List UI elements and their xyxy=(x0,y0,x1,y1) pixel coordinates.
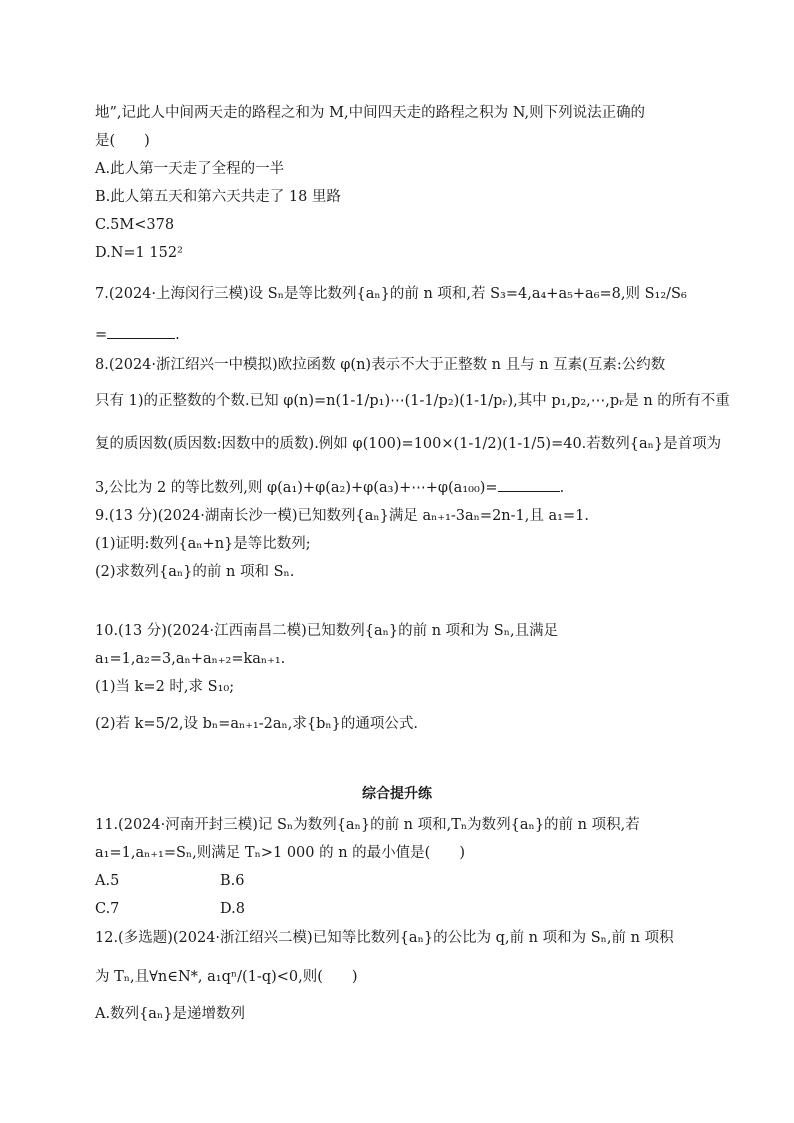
q12-option-a: A.数列{aₙ}是递增数列 xyxy=(95,1006,245,1022)
q10-part1: (1)当 k=2 时,求 S₁₀; xyxy=(95,679,235,695)
q11-option-a: A.5 xyxy=(95,873,120,889)
q10-stem-line2: a₁=1,a₂=3,aₙ+aₙ₊₂=kaₙ₊₁. xyxy=(95,651,286,667)
q11-option-c: C.7 xyxy=(95,901,120,917)
q9-stem-line1: 9.(13 分)(2024·湖南长沙一模)已知数列{aₙ}满足 aₙ₊₁-3aₙ=2n-1,且 a₁=1. xyxy=(95,508,589,524)
q7-period: . xyxy=(175,327,180,343)
q9-part1: (1)证明:数列{aₙ+n}是等比数列; xyxy=(95,536,311,552)
q12-stem-line2: 为 Tₙ,且∀n∈N*, a₁qⁿ/(1-q)<0,则( ) xyxy=(95,969,358,985)
q7-equals: = xyxy=(95,327,108,343)
q7-stem-line1: 7.(2024·上海闵行三模)设 Sₙ是等比数列{aₙ}的前 n 项和,若 S₃=4,a₄+a₅+a₆=8,则 S₁₂/S₆ xyxy=(95,286,687,302)
q6-option-a: A.此人第一天走了全程的一半 xyxy=(95,161,285,177)
q8-answer-blank[interactable] xyxy=(498,477,560,492)
q7-answer-line xyxy=(95,324,180,345)
q6-option-b: B.此人第五天和第六天共走了 18 里路 xyxy=(95,189,341,205)
section-title: 综合提升练 xyxy=(362,786,432,802)
q11-stem-line2: a₁=1,aₙ₊₁=Sₙ,则满足 Tₙ>1 000 的 n 的最小值是( ) xyxy=(95,845,465,861)
q6-option-c: C.5M<378 xyxy=(95,217,175,233)
q8-stem-line2: 只有 1)的正整数的个数.已知 φ(n)=n(1-1/p₁)⋯(1-1/p₂)(1-1/pᵣ),其中 p₁,p₂,⋯,pᵣ是 n 的所有不重 xyxy=(95,393,730,409)
q11-option-b: B.6 xyxy=(220,873,245,889)
q9-part2: (2)求数列{aₙ}的前 n 项和 Sₙ. xyxy=(95,564,295,580)
q11-option-d: D.8 xyxy=(220,901,245,917)
q11-stem-line1: 11.(2024·河南开封三模)记 Sₙ为数列{aₙ}的前 n 项和,Tₙ为数列{aₙ}的前 n 项积,若 xyxy=(95,817,640,833)
q8-period: . xyxy=(559,480,565,496)
q8-stem-line1: 8.(2024·浙江绍兴一中模拟)欧拉函数 φ(n)表示不大于正整数 n 且与 n 互素(互素:公约数 xyxy=(95,357,666,373)
q12-stem-line1: 12.(多选题)(2024·浙江绍兴二模)已知等比数列{aₙ}的公比为 q,前 n 项和为 Sₙ,前 n 项积 xyxy=(95,930,674,946)
q6-stem-line1: 地”,记此人中间两天走的路程之和为 M,中间四天走的路程之积为 N,则下列说法正确的 xyxy=(95,105,646,121)
q7-answer-blank[interactable] xyxy=(107,324,175,339)
q8-answer-line xyxy=(95,477,564,498)
q6-stem-line2: 是( ) xyxy=(95,133,150,149)
q8-stem-line3: 复的质因数(质因数:因数中的质数).例如 φ(100)=100×(1-1/2)(1-1/5)=40.若数列{aₙ}是首项为 xyxy=(95,436,722,452)
q10-part2: (2)若 k=5/2,设 bₙ=aₙ₊₁-2aₙ,求{bₙ}的通项公式. xyxy=(95,716,418,732)
q8-stem-line4: 3,公比为 2 的等比数列,则 φ(a₁)+φ(a₂)+φ(a₃)+⋯+φ(a₁₀₀)= xyxy=(95,480,498,496)
q10-stem-line1: 10.(13 分)(2024·江西南昌二模)已知数列{aₙ}的前 n 项和为 Sₙ,且满足 xyxy=(95,623,559,639)
q6-option-d: D.N=1 152² xyxy=(95,245,183,261)
